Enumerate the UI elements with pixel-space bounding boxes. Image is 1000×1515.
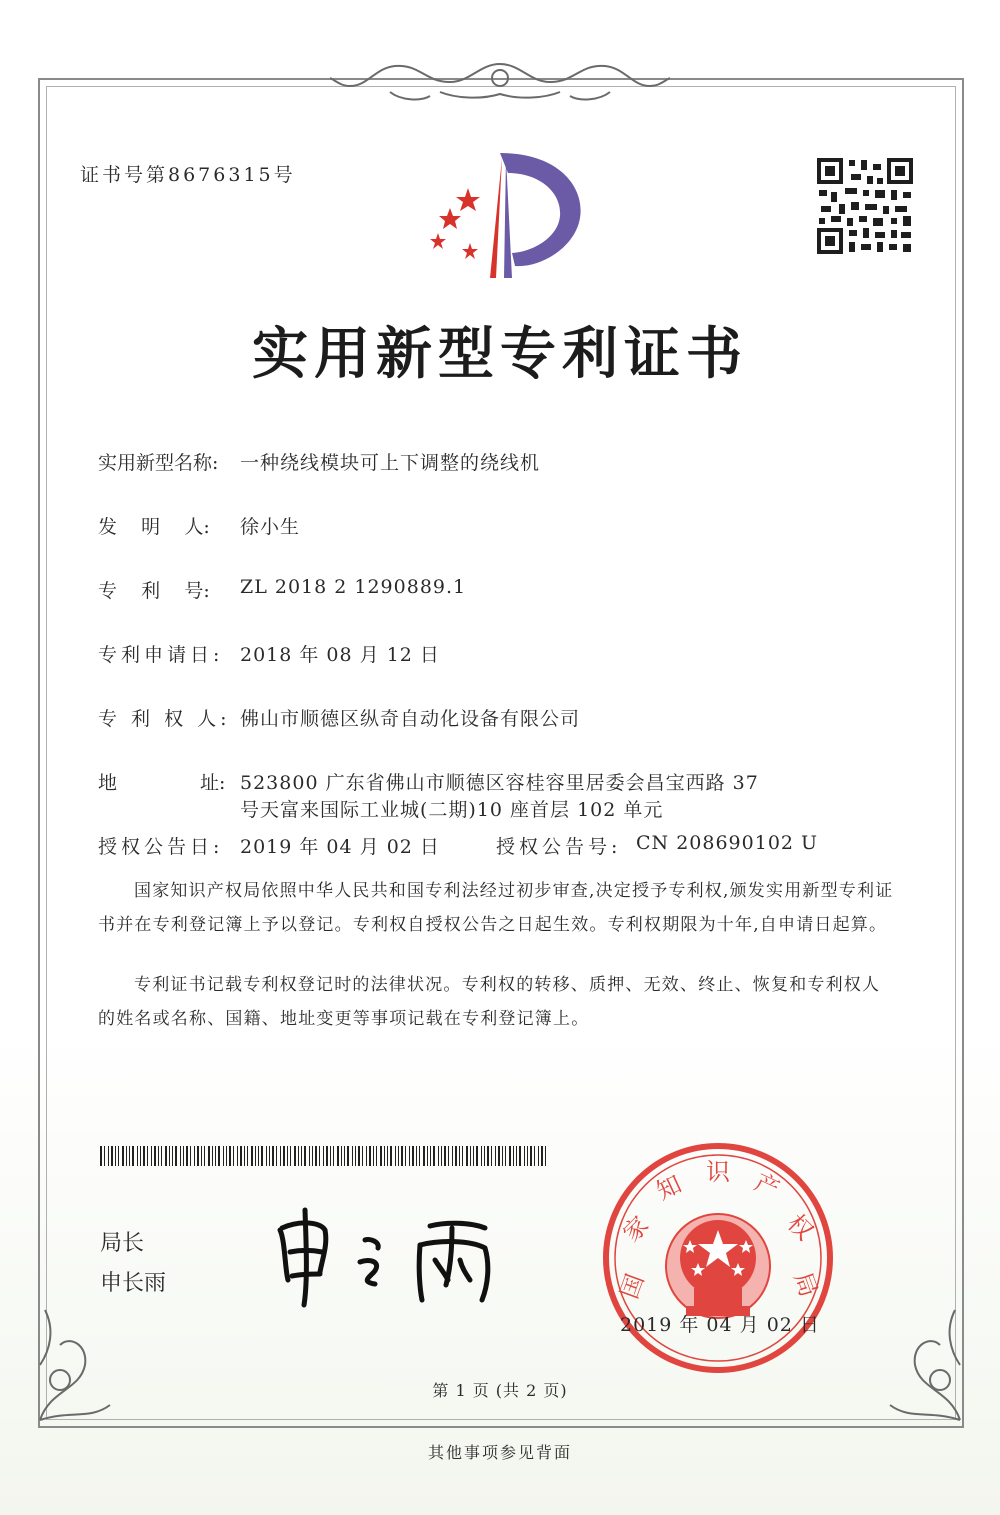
seal-char-6: 权 xyxy=(781,1208,819,1246)
seal-char-2: 家 xyxy=(617,1210,655,1248)
seal-char-3: 知 xyxy=(652,1170,686,1206)
grant-number-value: CN 208690102 U xyxy=(636,832,819,854)
filing-date-value: 2018 年 08 月 12 日 xyxy=(240,644,440,666)
legal-paragraph-2: 专利证书记载专利权登记时的法律状况。专利权的转移、质押、无效、终止、恢复和专利权人的姓名或名称、国籍、地址变更等事项记载在专利登记簿上。 xyxy=(98,975,881,1029)
legal-paragraph-1: 国家知识产权局依照中华人民共和国专利法经过初步审查,决定授予专利权,颁发实用新型专利证书并在专利登记簿上予以登记。专利权自授权公告之日起生效。专利权期限为十年,自申请日起算。 xyxy=(98,881,894,935)
grant-date-label: 授权公告日: xyxy=(98,836,224,858)
seal-char-4: 识 xyxy=(706,1158,730,1186)
qr-code xyxy=(815,156,915,256)
page-indicator: 第 1 页 (共 2 页) xyxy=(432,1381,568,1400)
patent-number-label: 专 利 号: xyxy=(98,580,210,602)
inventor-value: 徐小生 xyxy=(240,516,301,538)
filing-date-label: 专利申请日: xyxy=(98,644,224,666)
footer-note: 其他事项参见背面 xyxy=(427,1443,572,1462)
patentee-value: 佛山市顺德区纵奇自动化设备有限公司 xyxy=(240,708,581,730)
name-value: 一种绕线模块可上下调整的绕线机 xyxy=(240,452,541,474)
certificate-number: 证书号第8676315号 xyxy=(80,164,296,186)
director-name: 申长雨 xyxy=(100,1271,167,1296)
top-ornament xyxy=(330,52,670,108)
address-line-2: 号天富来国际工业城(二期)10 座首层 102 单元 xyxy=(240,799,664,821)
grant-date-value: 2019 年 04 月 02 日 xyxy=(240,836,440,858)
seal-char-5: 产 xyxy=(750,1168,784,1204)
seal-char-1: 国 xyxy=(615,1270,650,1303)
grant-number-label: 授权公告号: xyxy=(496,836,622,858)
patentee-label: 专 利 权 人: xyxy=(98,708,231,730)
corner-ornament-bottom-right xyxy=(870,1270,970,1430)
certificate-title: 实用新型专利证书 xyxy=(252,321,748,387)
barcode xyxy=(100,1146,550,1166)
seal-date: 2019 年 04 月 02 日 xyxy=(620,1314,820,1336)
address-label-second: 址: xyxy=(200,772,226,794)
patent-office-logo xyxy=(420,148,590,283)
patent-number-value: ZL 2018 2 1290889.1 xyxy=(240,576,467,598)
inventor-label: 发 明 人: xyxy=(98,516,210,538)
seal-char-7: 局 xyxy=(788,1268,823,1301)
address-label-first: 地 xyxy=(98,772,118,794)
address-line-1: 523800 广东省佛山市顺德区容桂容里居委会昌宝西路 37 xyxy=(240,772,759,794)
director-title: 局长 xyxy=(100,1231,145,1256)
director-signature xyxy=(270,1200,510,1310)
name-label: 实用新型名称: xyxy=(98,452,219,474)
